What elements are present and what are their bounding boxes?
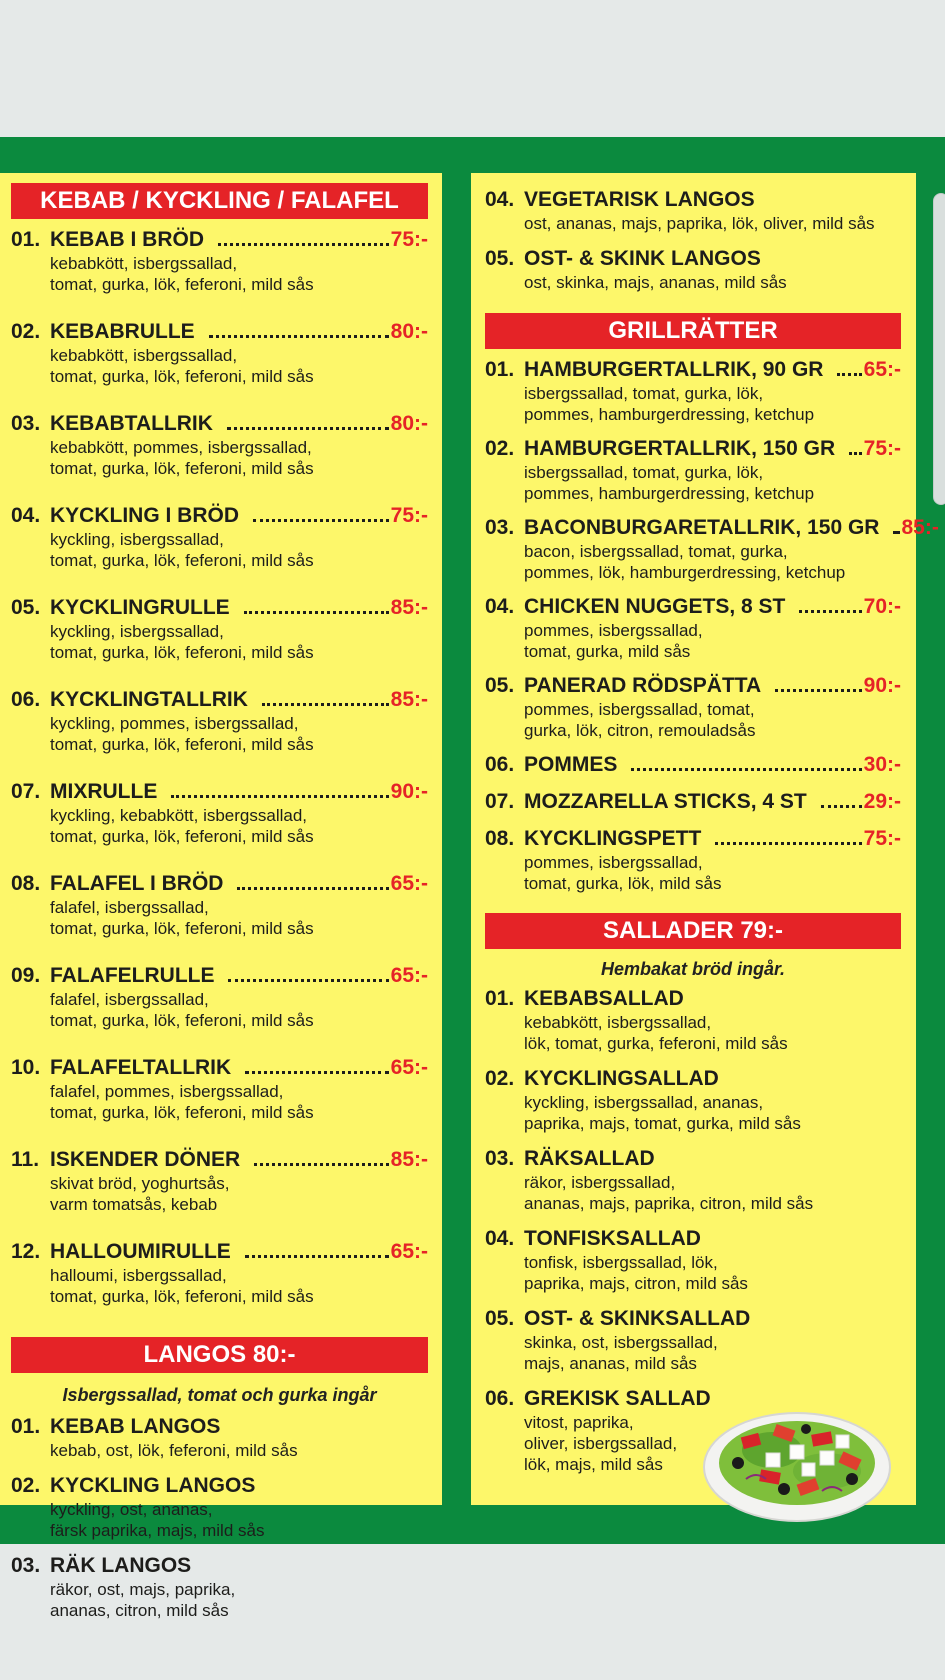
- item-number: 06.: [485, 1387, 515, 1410]
- menu-item-row: [11, 871, 428, 897]
- item-name: VEGETARISK LANGOS: [524, 188, 755, 211]
- item-number: 01.: [11, 1415, 41, 1438]
- item-description: gurka, lök, citron, remouladsås: [524, 721, 756, 740]
- item-number: 11.: [11, 1148, 40, 1171]
- item-description: räkor, isbergssallad,: [524, 1173, 676, 1192]
- dot-leader: [244, 611, 389, 614]
- item-number: 01.: [11, 228, 41, 251]
- dot-leader: [849, 452, 862, 455]
- item-number: 02.: [11, 320, 41, 343]
- item-description: kyckling, pommes, isbergssallad,: [50, 714, 299, 733]
- item-number: 08.: [11, 872, 41, 895]
- item-description: kyckling, isbergssallad,: [50, 530, 224, 549]
- item-description: isbergssallad, tomat, gurka, lök,: [524, 384, 764, 403]
- menu-item: [485, 986, 901, 1054]
- menu-item: [11, 779, 428, 847]
- menu-item-row: [485, 187, 901, 213]
- item-description: halloumi, isbergssallad,: [50, 1266, 227, 1285]
- item-description: kyckling, kebabkött, isbergssallad,: [50, 806, 308, 825]
- item-description: pommes, isbergssallad, tomat,: [524, 700, 755, 719]
- dot-leader: [237, 887, 388, 890]
- item-name: HAMBURGERTALLRIK, 90 GR: [524, 358, 824, 381]
- dot-leader: [228, 979, 388, 982]
- menu-item: [485, 594, 901, 662]
- dot-leader: [775, 689, 861, 692]
- menu-item-row: [11, 1414, 428, 1440]
- menu-item-row: [485, 436, 901, 462]
- item-number: 04.: [485, 595, 515, 618]
- item-description: pommes, isbergssallad,: [524, 621, 703, 640]
- item-number: 03.: [485, 1147, 515, 1170]
- menu-item: [11, 411, 428, 479]
- item-description: paprika, majs, citron, mild sås: [524, 1274, 748, 1293]
- dot-leader: [837, 373, 861, 376]
- item-description: kebab, ost, lök, feferoni, mild sås: [50, 1441, 298, 1460]
- item-price: 90:-: [390, 780, 428, 803]
- langos-note: Isbergssallad, tomat och gurka ingår: [62, 1385, 377, 1405]
- item-price: 65:-: [390, 1056, 428, 1079]
- item-name: POMMES: [524, 753, 618, 776]
- item-number: 01.: [485, 358, 515, 381]
- kebab-list: [11, 227, 428, 1307]
- item-description: falafel, isbergssallad,: [50, 990, 209, 1009]
- menu-item-row: [485, 246, 901, 272]
- menu-item: [11, 319, 428, 387]
- menu-item-row: [485, 1306, 901, 1332]
- item-number: 05.: [11, 596, 41, 619]
- dot-leader: [799, 610, 861, 613]
- item-description: kebabkött, isbergssallad,: [50, 254, 238, 273]
- item-description: pommes, lök, hamburgerdressing, ketchup: [524, 563, 846, 582]
- item-number: 05.: [485, 674, 515, 697]
- item-description: tomat, gurka, mild sås: [524, 642, 691, 661]
- menu-item-row: [11, 411, 428, 437]
- menu-item-row: [11, 963, 428, 989]
- sallader-note: Hembakat bröd ingår.: [600, 959, 786, 979]
- item-description: tomat, gurka, lök, feferoni, mild sås: [50, 643, 314, 662]
- item-description: varm tomatsås, kebab: [50, 1195, 218, 1214]
- menu-item-row: [485, 1146, 901, 1172]
- menu-item: [11, 503, 428, 571]
- item-price: 90:-: [863, 674, 901, 697]
- dot-leader: [262, 703, 389, 706]
- item-price: 65:-: [390, 872, 428, 895]
- item-number: 07.: [485, 790, 515, 813]
- item-number: 03.: [11, 412, 41, 435]
- item-name: KYCKLINGSPETT: [524, 827, 702, 850]
- item-description: kebabkött, pommes, isbergssallad,: [50, 438, 312, 457]
- item-price: 75:-: [390, 504, 428, 527]
- menu-item: [485, 1306, 901, 1374]
- item-price: 85:-: [901, 516, 939, 539]
- dot-leader: [227, 427, 389, 430]
- menu-item: [485, 789, 901, 815]
- item-description: ost, skinka, majs, ananas, mild sås: [524, 273, 787, 292]
- sallad-list: [485, 986, 901, 1475]
- item-number: 06.: [485, 753, 515, 776]
- menu-item-row: [485, 515, 939, 541]
- item-name: RÄK LANGOS: [50, 1554, 192, 1577]
- item-description: kyckling, ost, ananas,: [50, 1500, 213, 1519]
- item-number: 04.: [11, 504, 41, 527]
- menu-item-row: [485, 826, 901, 852]
- menu-item-row: [11, 779, 428, 805]
- item-price: 65:-: [390, 964, 428, 987]
- item-number: 09.: [11, 964, 41, 987]
- menu-item: [11, 1473, 428, 1541]
- item-name: TONFISKSALLAD: [524, 1227, 701, 1250]
- item-price: 29:-: [863, 790, 901, 813]
- item-price: 65:-: [863, 358, 901, 381]
- menu-item-row: [11, 1473, 428, 1499]
- menu-item-row: [11, 319, 428, 345]
- item-number: 01.: [485, 987, 515, 1010]
- item-name: GREKISK SALLAD: [524, 1387, 711, 1410]
- item-number: 07.: [11, 780, 41, 803]
- item-description: tomat, gurka, lök, feferoni, mild sås: [50, 919, 314, 938]
- item-number: 03.: [11, 1554, 41, 1577]
- item-description: lök, tomat, gurka, feferoni, mild sås: [524, 1034, 788, 1053]
- item-price: 80:-: [390, 412, 428, 435]
- dot-leader: [893, 531, 899, 534]
- item-description: skivat bröd, yoghurtsås,: [50, 1174, 230, 1193]
- item-description: oliver, isbergssallad,: [524, 1434, 678, 1453]
- item-name: ISKENDER DÖNER: [50, 1148, 241, 1171]
- langos-list-right: [485, 187, 901, 293]
- menu-item: [11, 1414, 428, 1461]
- menu-item: [11, 963, 428, 1031]
- grill-list: [485, 357, 939, 894]
- item-price: 70:-: [863, 595, 901, 618]
- item-number: 05.: [485, 1307, 515, 1330]
- dot-leader: [715, 842, 861, 845]
- item-name: KYCKLING I BRÖD: [50, 504, 239, 527]
- item-description: tomat, gurka, lök, mild sås: [524, 874, 722, 893]
- item-price: 85:-: [390, 688, 428, 711]
- item-name: MIXRULLE: [50, 780, 158, 803]
- dot-leader: [254, 1163, 388, 1166]
- item-name: KYCKLINGTALLRIK: [50, 688, 248, 711]
- item-price: 65:-: [390, 1240, 428, 1263]
- item-description: pommes, isbergssallad,: [524, 853, 703, 872]
- item-name: KEBABRULLE: [50, 320, 195, 343]
- item-name: OST- & SKINKSALLAD: [524, 1307, 751, 1330]
- item-name: HAMBURGERTALLRIK, 150 GR: [524, 437, 836, 460]
- item-name: PANERAD RÖDSPÄTTA: [524, 674, 762, 697]
- item-number: 03.: [485, 516, 515, 539]
- menu-item-row: [11, 227, 428, 253]
- item-number: 12.: [11, 1240, 41, 1263]
- item-description: pommes, hamburgerdressing, ketchup: [524, 405, 815, 424]
- item-name: KYCKLINGRULLE: [50, 596, 230, 619]
- dot-leader: [253, 519, 389, 522]
- item-number: 06.: [11, 688, 41, 711]
- dot-leader: [171, 795, 388, 798]
- menu-item-row: [485, 1226, 901, 1252]
- menu-item: [485, 1066, 901, 1134]
- menu-item: [485, 752, 901, 778]
- item-description: skinka, ost, isbergssallad,: [524, 1333, 718, 1352]
- item-description: falafel, pommes, isbergssallad,: [50, 1082, 284, 1101]
- section-header-langos: LANGOS 80:-: [11, 1337, 428, 1373]
- menu-item-row: [485, 673, 901, 699]
- item-name: KYCKLING LANGOS: [50, 1474, 256, 1497]
- item-description: kyckling, isbergssallad,: [50, 622, 224, 641]
- item-price: 80:-: [390, 320, 428, 343]
- item-name: FALAFELRULLE: [50, 964, 215, 987]
- item-number: 02.: [11, 1474, 41, 1497]
- section-header-kebab: KEBAB / KYCKLING / FALAFEL: [11, 183, 428, 219]
- menu-item: [11, 1147, 428, 1215]
- item-price: 75:-: [863, 437, 901, 460]
- menu-item-row: [485, 594, 901, 620]
- menu-item-row: [485, 357, 901, 383]
- menu-item: [11, 687, 428, 755]
- dot-leader: [245, 1255, 389, 1258]
- menu-item-row: [485, 752, 901, 778]
- item-name: OST- & SKINK LANGOS: [524, 247, 761, 270]
- item-name: RÄKSALLAD: [524, 1147, 655, 1170]
- item-name: KEBAB LANGOS: [50, 1415, 221, 1438]
- menu-item: [11, 1055, 428, 1123]
- item-description: tomat, gurka, lök, feferoni, mild sås: [50, 1011, 314, 1030]
- item-description: tomat, gurka, lök, feferoni, mild sås: [50, 735, 314, 754]
- menu-item: [11, 595, 428, 663]
- item-price: 75:-: [390, 228, 428, 251]
- menu-item: [485, 1226, 901, 1294]
- item-description: tonfisk, isbergssallad, lök,: [524, 1253, 718, 1272]
- menu-item-row: [11, 1239, 428, 1265]
- item-description: majs, ananas, mild sås: [524, 1354, 697, 1373]
- item-price: 30:-: [863, 753, 901, 776]
- item-number: 04.: [485, 1227, 515, 1250]
- item-description: kebabkött, isbergssallad,: [524, 1013, 712, 1032]
- section-header-grill: GRILLRÄTTER: [485, 313, 901, 349]
- item-number: 02.: [485, 1067, 515, 1090]
- item-description: tomat, gurka, lök, feferoni, mild sås: [50, 827, 314, 846]
- menu-item-row: [11, 1553, 428, 1579]
- menu-item: [485, 357, 901, 425]
- item-number: 02.: [485, 437, 515, 460]
- greek-salad-plate-icon: [702, 1405, 892, 1523]
- menu-column-left: [0, 173, 442, 1620]
- item-description: färsk paprika, majs, mild sås: [50, 1521, 265, 1540]
- langos-list-left: [11, 1414, 428, 1621]
- item-name: CHICKEN NUGGETS, 8 ST: [524, 595, 786, 618]
- item-price: 85:-: [390, 596, 428, 619]
- menu-item: [485, 826, 901, 894]
- menu-item: [485, 246, 901, 293]
- section-header-sallader: SALLADER 79:-: [485, 913, 901, 949]
- item-description: tomat, gurka, lök, feferoni, mild sås: [50, 367, 314, 386]
- dot-leader: [631, 768, 861, 771]
- menu-item-row: [485, 789, 901, 815]
- menu-item-row: [11, 1147, 428, 1173]
- menu-item-row: [11, 687, 428, 713]
- menu-item: [485, 1146, 901, 1214]
- item-description: kebabkött, isbergssallad,: [50, 346, 238, 365]
- menu-item: [11, 227, 428, 295]
- item-description: ananas, citron, mild sås: [50, 1601, 229, 1620]
- item-description: paprika, majs, tomat, gurka, mild sås: [524, 1114, 801, 1133]
- item-description: lök, majs, mild sås: [524, 1455, 663, 1474]
- item-description: ananas, majs, paprika, citron, mild sås: [524, 1194, 814, 1213]
- menu-item: [485, 673, 901, 741]
- item-price: 85:-: [390, 1148, 428, 1171]
- dot-leader: [821, 805, 862, 808]
- item-name: KEBABTALLRIK: [50, 412, 213, 435]
- menu-item: [11, 871, 428, 939]
- menu-item-row: [11, 503, 428, 529]
- item-number: 10.: [11, 1056, 41, 1079]
- menu-board: [0, 137, 945, 1620]
- item-description: pommes, hamburgerdressing, ketchup: [524, 484, 815, 503]
- item-number: 04.: [485, 188, 515, 211]
- item-name: FALAFELTALLRIK: [50, 1056, 232, 1079]
- item-description: tomat, gurka, lök, feferoni, mild sås: [50, 275, 314, 294]
- item-description: falafel, isbergssallad,: [50, 898, 209, 917]
- item-name: MOZZARELLA STICKS, 4 ST: [524, 790, 807, 813]
- dot-leader: [209, 335, 389, 338]
- menu-item-row: [11, 595, 428, 621]
- item-description: kyckling, isbergssallad, ananas,: [524, 1093, 764, 1112]
- dot-leader: [245, 1071, 388, 1074]
- item-name: KEBABSALLAD: [524, 987, 684, 1010]
- menu-item: [485, 436, 901, 504]
- menu-item: [485, 187, 901, 234]
- menu-item: [485, 515, 939, 583]
- item-price: 75:-: [863, 827, 901, 850]
- scroll-handle[interactable]: [933, 193, 945, 505]
- item-number: 05.: [485, 247, 515, 270]
- item-name: HALLOUMIRULLE: [50, 1240, 231, 1263]
- item-number: 08.: [485, 827, 515, 850]
- item-description: tomat, gurka, lök, feferoni, mild sås: [50, 551, 314, 570]
- item-description: tomat, gurka, lök, feferoni, mild sås: [50, 459, 314, 478]
- item-description: tomat, gurka, lök, feferoni, mild sås: [50, 1287, 314, 1306]
- menu-item-row: [485, 986, 901, 1012]
- item-name: BACONBURGARETALLRIK, 150 GR: [524, 516, 880, 539]
- item-description: räkor, ost, majs, paprika,: [50, 1580, 236, 1599]
- item-name: KYCKLINGSALLAD: [524, 1067, 719, 1090]
- item-name: KEBAB I BRÖD: [50, 228, 205, 251]
- item-name: FALAFEL I BRÖD: [50, 872, 224, 895]
- menu-item: [11, 1239, 428, 1307]
- item-description: tomat, gurka, lök, feferoni, mild sås: [50, 1103, 314, 1122]
- item-description: ost, ananas, majs, paprika, lök, oliver, mild sås: [524, 214, 875, 233]
- menu-item-row: [11, 1055, 428, 1081]
- dot-leader: [218, 243, 389, 246]
- item-description: vitost, paprika,: [524, 1413, 634, 1432]
- menu-item-row: [485, 1066, 901, 1092]
- menu-item: [11, 1553, 428, 1621]
- menu-column-right: [471, 173, 939, 1505]
- item-description: isbergssallad, tomat, gurka, lök,: [524, 463, 764, 482]
- item-description: bacon, isbergssallad, tomat, gurka,: [524, 542, 788, 561]
